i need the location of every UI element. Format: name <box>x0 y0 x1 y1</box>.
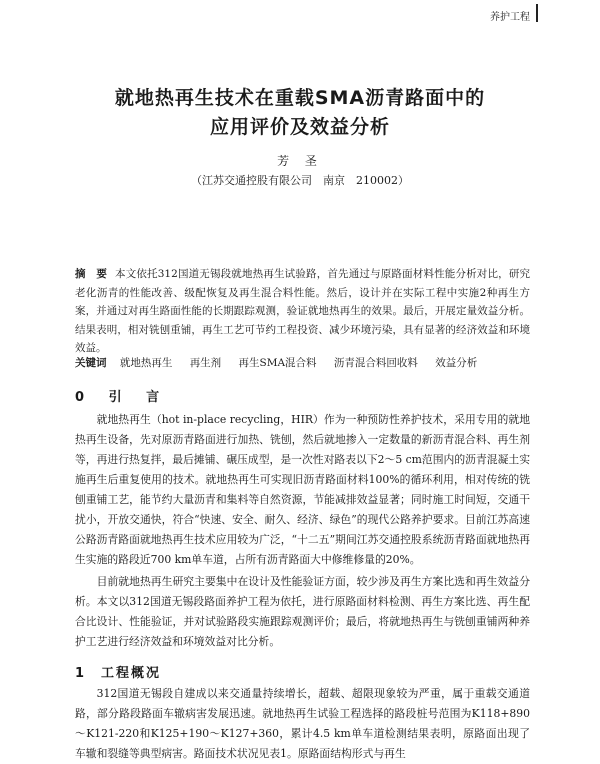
abstract <box>75 265 530 358</box>
keyword: 再生剂 <box>189 357 222 369</box>
paper-title-line-1: 就地热再生技术在重载SMA沥青路面中的 <box>114 87 486 109</box>
section-heading-introduction: 0 引 言 <box>75 390 170 405</box>
paper-title-line-2: 应用评价及效益分析 <box>209 116 390 138</box>
intro-paragraph-2: 目前就地热再生研究主要集中在设计及性能验证方面，较少涉及再生方案比选和再生效益分析。本文以312国道无锡段路面养护工程为依托，进行原路面材料检测、再生方案比选、再生配合比设计、性能验证，并对试验路段实施跟踪观测评价；最后，将就地热再生与铣刨重铺两种养护工艺进行经济效益和环境效益对比分析。 <box>75 575 530 648</box>
keywords-label: 关键词 <box>75 357 107 369</box>
abstract-text: 本文依托312国道无锡段就地热再生试验路，首先通过与原路面材料性能分析对比，研究老化沥青的性能改善、级配恢复及再生混合料性能。然后，设计并在实际工程中实施2种再生方案，并通过对再生路面性能的长期跟踪观测，验证就地热再生的效果。最后，开展定量效益分析。结果表明，相对铣刨重铺，再生工艺可节约工程投资、减少环境污染，具有显著的经济效益和环境效益。 <box>75 268 531 354</box>
keywords <box>75 355 530 370</box>
keyword: 沥青混合料回收料 <box>333 357 418 369</box>
intro-paragraph-1: 就地热再生（hot in-place recycling，HIR）作为一种预防性养护技术，采用专用的就地热再生设备，先对原沥青路面进行加热、铣刨，然后就地掺入一定数量的新沥青混合料、再生剂等，再进行热复拌，最后摊铺、碾压成型，是一次性对路表以下2～5 cm范围内的沥青混凝土实施再生后重复使用的技术。就地热再生可实现旧沥青路面材料100%的循环利用，相对传统的铣刨重铺工艺，能节约大量沥青和集料等自然资源，节能减排效益显著；同时施工时间短，交通干扰小，开放交通快，符合“快速、安全、耐久、经济、绿色”的现代公路养护要求。目前江苏高速公路沥青路面就地热再生技术应用较为广泛，“十二五”期间江苏交通控股系统沥青路面就地热再生实施的路段近700 km单车道，占所有沥青路面大中修维修量的20%。 <box>75 413 530 566</box>
keyword: 效益分析 <box>435 357 478 369</box>
keyword: 再生SMA混合料 <box>238 357 317 369</box>
author-affiliation: （江苏交通控股有限公司 南京 210002） <box>191 174 409 187</box>
abstract-label: 摘 要 <box>75 268 108 280</box>
overview-paragraph: 312国道无锡段自建成以来交通量持续增长，超载、超限现象较为严重，属于重载交通道路，部分路段路面车辙病害发展迅速。就地热再生试验工程选择的路段桩号范围为K118+890～K121-220和K125+190～K127+360，累计4.5 km单车道检测结果表明，原路面出现了车辙和裂缝等典型病害。路面技术状况见表1。原路面结构形式与再生 <box>75 687 530 760</box>
header-rule <box>536 4 538 22</box>
keyword: 就地热再生 <box>119 357 173 369</box>
author-name: 芳 圣 <box>277 154 323 168</box>
journal-section-tag: 养护工程 <box>490 12 530 23</box>
section-heading-overview: 1 工程概况 <box>75 666 162 681</box>
